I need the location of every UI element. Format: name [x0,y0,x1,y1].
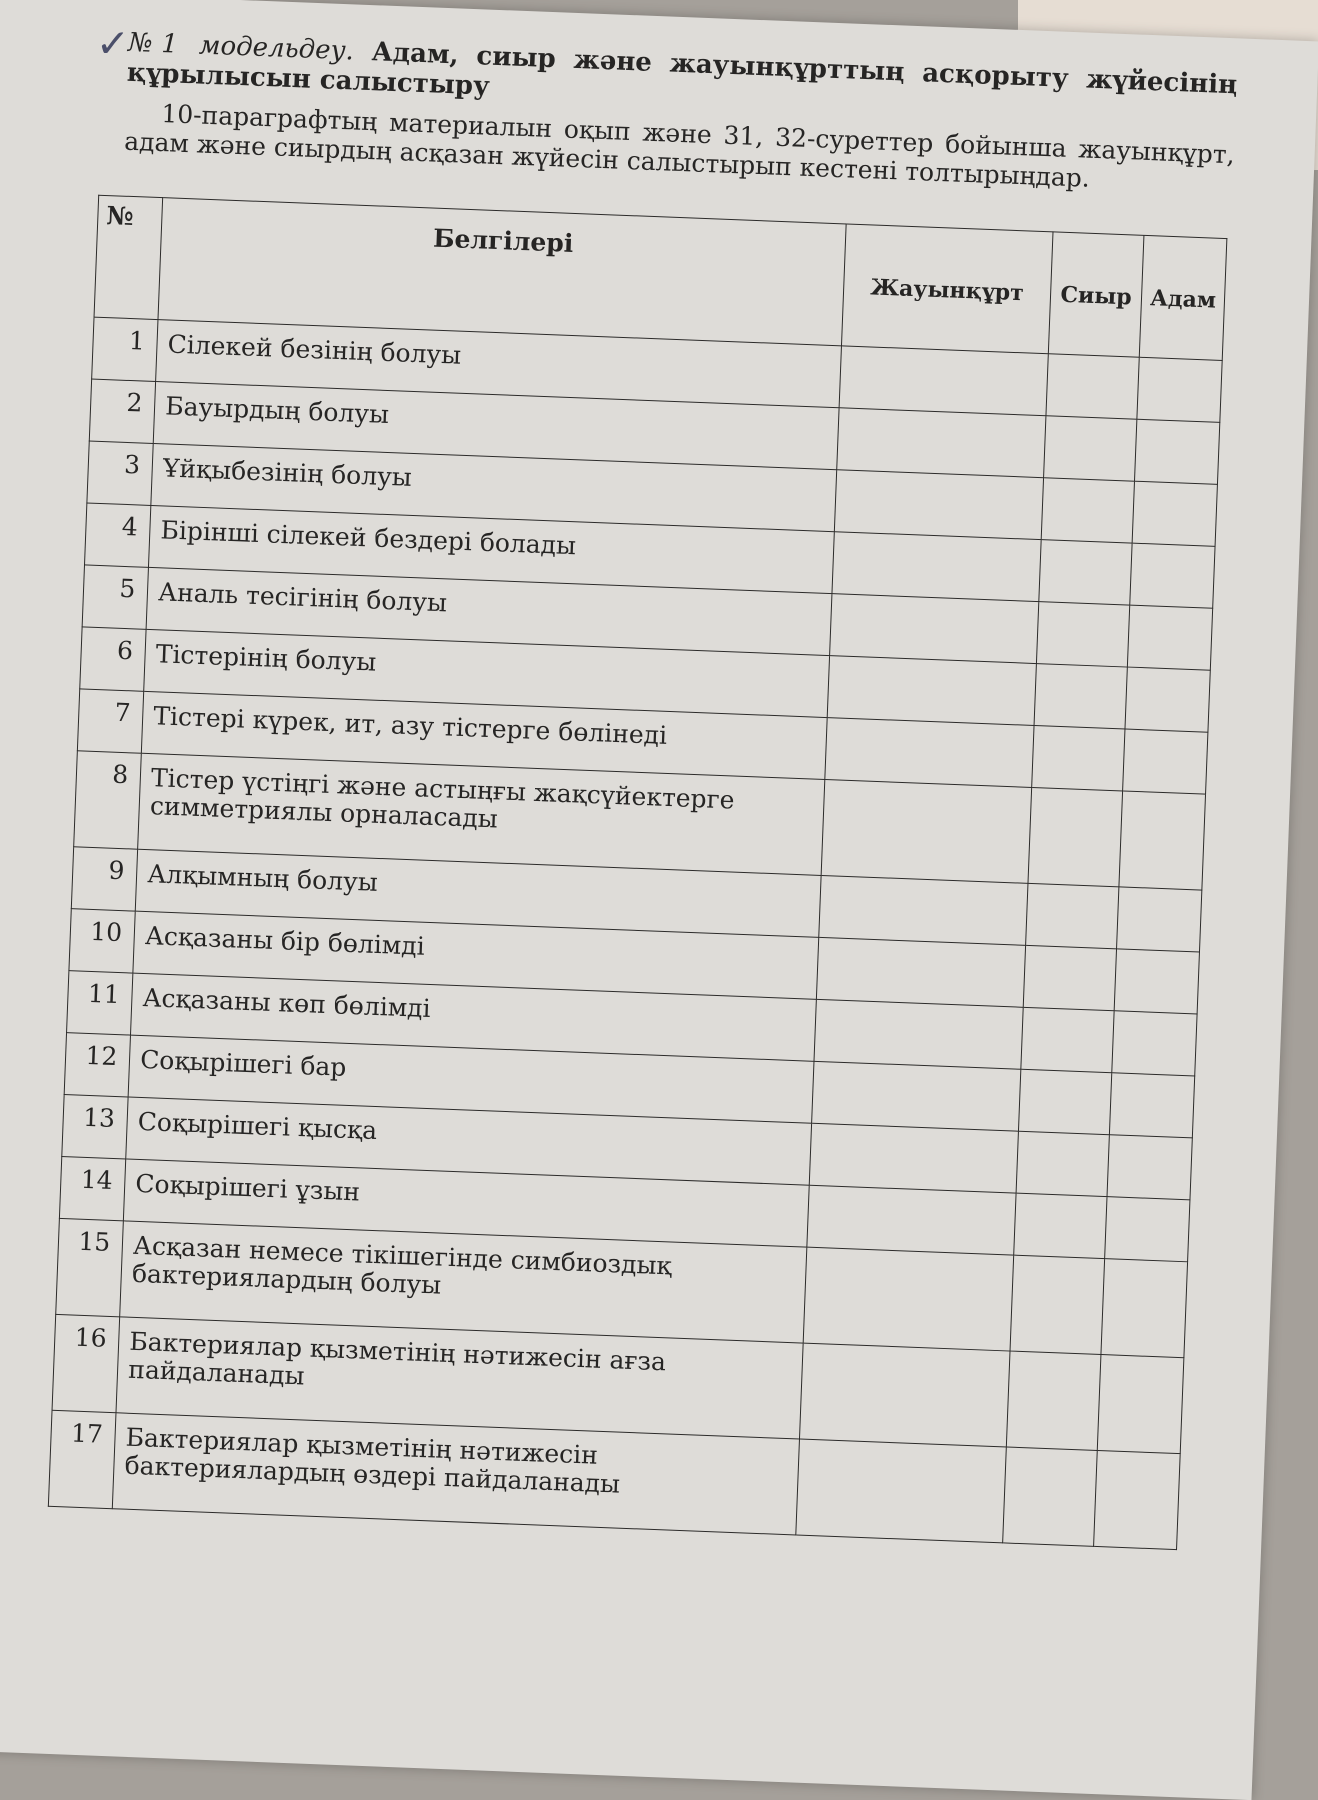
header-signs: Белгілері [158,198,846,346]
cow-cell[interactable] [1021,1007,1114,1072]
row-number: 6 [80,627,147,691]
row-sign-text: Соқырішегі қысқа [126,1097,811,1185]
row-number: 11 [67,971,134,1035]
earthworm-cell[interactable] [803,1247,1014,1351]
cow-cell[interactable] [1026,883,1119,948]
cow-cell[interactable] [1003,1447,1098,1546]
earthworm-cell[interactable] [821,780,1032,884]
row-number: 7 [77,689,144,753]
human-cell[interactable] [1130,543,1215,608]
human-cell[interactable] [1114,949,1199,1014]
comparison-table [48,195,1228,1550]
row-number: 16 [52,1314,120,1412]
row-sign-text: Тістері күрек, ит, азу тістерге бөлінеді [142,691,827,779]
row-sign-text: Бауырдың болуы [153,382,838,470]
cow-cell[interactable] [1036,602,1129,667]
cow-cell[interactable] [1044,416,1137,481]
human-cell[interactable] [1132,481,1217,546]
earthworm-cell[interactable] [809,1123,1018,1193]
row-sign-text: Соқырішегі ұзын [124,1159,809,1247]
row-sign-text: Бактериялар қызметінің нәтижесін бактериялардың өздері пайдаланады [113,1413,800,1535]
earthworm-cell[interactable] [811,1061,1020,1131]
human-cell[interactable] [1117,887,1202,952]
human-cell[interactable] [1119,791,1206,890]
row-sign-text: Бірінші сілекей бездері болады [149,505,834,593]
cow-cell[interactable] [1041,478,1134,543]
row-sign-text: Бактериялар қызметінің нәтижесін ағза пайдаланады [116,1317,803,1439]
human-cell[interactable] [1097,1355,1184,1454]
earthworm-cell[interactable] [827,656,1036,726]
header-human: Адам [1139,235,1227,360]
page-content [70,20,1238,1499]
cow-cell[interactable] [1046,354,1139,419]
row-number: 9 [71,847,138,911]
row-number: 15 [56,1218,124,1316]
row-sign-text: Сілекей безінің болуы [156,320,841,408]
earthworm-cell[interactable] [796,1439,1007,1543]
row-number: 12 [64,1033,131,1097]
task-title-text: Адам, сиыр және жауынқұрттың асқорыту жүйесінің құрылысын салыстыру [126,37,1238,102]
row-sign-text: Аналь тесігінің болуы [146,567,831,655]
row-number: 3 [87,441,154,505]
earthworm-cell[interactable] [814,999,1023,1069]
earthworm-cell[interactable] [807,1185,1016,1255]
earthworm-cell[interactable] [799,1343,1010,1447]
row-number: 13 [62,1095,129,1159]
earthworm-cell[interactable] [819,875,1028,945]
row-number: 1 [92,317,159,381]
cow-cell[interactable] [1010,1255,1105,1354]
human-cell[interactable] [1135,419,1220,484]
earthworm-cell[interactable] [829,594,1038,664]
task-number: №1 модельдеу. [127,27,355,67]
checkmark-icon: ✓ [95,20,131,68]
cow-cell[interactable] [1014,1193,1107,1258]
row-number: 14 [59,1156,126,1220]
earthworm-cell[interactable] [834,470,1043,540]
earthworm-cell[interactable] [832,532,1041,602]
earthworm-cell[interactable] [837,408,1046,478]
row-sign-text: Асқазаны көп бөлімді [131,973,816,1061]
cow-cell[interactable] [1016,1131,1109,1196]
human-cell[interactable] [1125,667,1210,732]
header-cow: Сиыр [1048,232,1144,357]
row-number: 8 [74,751,142,849]
cow-cell[interactable] [1039,540,1132,605]
row-sign-text: Тістер үстіңгі және астыңғы жақсүйектерге симметриялы орналасады [138,753,825,875]
task-instruction: 10-параграфтың материалын оқып және 31, 32-суреттер бойынша жауынқұрт, адам және сиырдың асқазан жүйесін салыстырып кестені толтырыңдар. [123,99,1236,193]
row-sign-text: Ұйқыбезінің болуы [151,443,836,531]
human-cell[interactable] [1105,1197,1190,1262]
row-number: 2 [89,379,156,443]
header-number: № [94,195,163,319]
row-number: 5 [82,565,149,629]
human-cell[interactable] [1123,729,1208,794]
row-number: 17 [48,1410,116,1508]
cow-cell[interactable] [1032,726,1125,791]
earthworm-cell[interactable] [825,718,1034,788]
human-cell[interactable] [1101,1259,1188,1358]
cow-cell[interactable] [1018,1069,1111,1134]
row-number: 10 [69,909,136,973]
row-sign-text: Асқазан немесе тікішегінде симбиоздық бактериялардың болуы [120,1221,807,1343]
human-cell[interactable] [1112,1011,1197,1076]
human-cell[interactable] [1109,1073,1194,1138]
earthworm-cell[interactable] [839,346,1048,416]
row-number: 4 [85,503,152,567]
row-sign-text: Асқазаны бір бөлімді [133,911,818,999]
cow-cell[interactable] [1023,945,1116,1010]
row-sign-text: Алқымның болуы [135,849,820,937]
row-sign-text: Тістерінің болуы [144,629,829,717]
human-cell[interactable] [1094,1450,1181,1549]
header-earthworm: Жауынқұрт [841,224,1053,354]
cow-cell[interactable] [1006,1351,1101,1450]
cow-cell[interactable] [1028,787,1123,886]
human-cell[interactable] [1137,357,1222,422]
row-sign-text: Соқырішегі бар [128,1035,813,1123]
earthworm-cell[interactable] [816,937,1025,1007]
human-cell[interactable] [1127,605,1212,670]
human-cell[interactable] [1107,1135,1192,1200]
cow-cell[interactable] [1034,664,1127,729]
